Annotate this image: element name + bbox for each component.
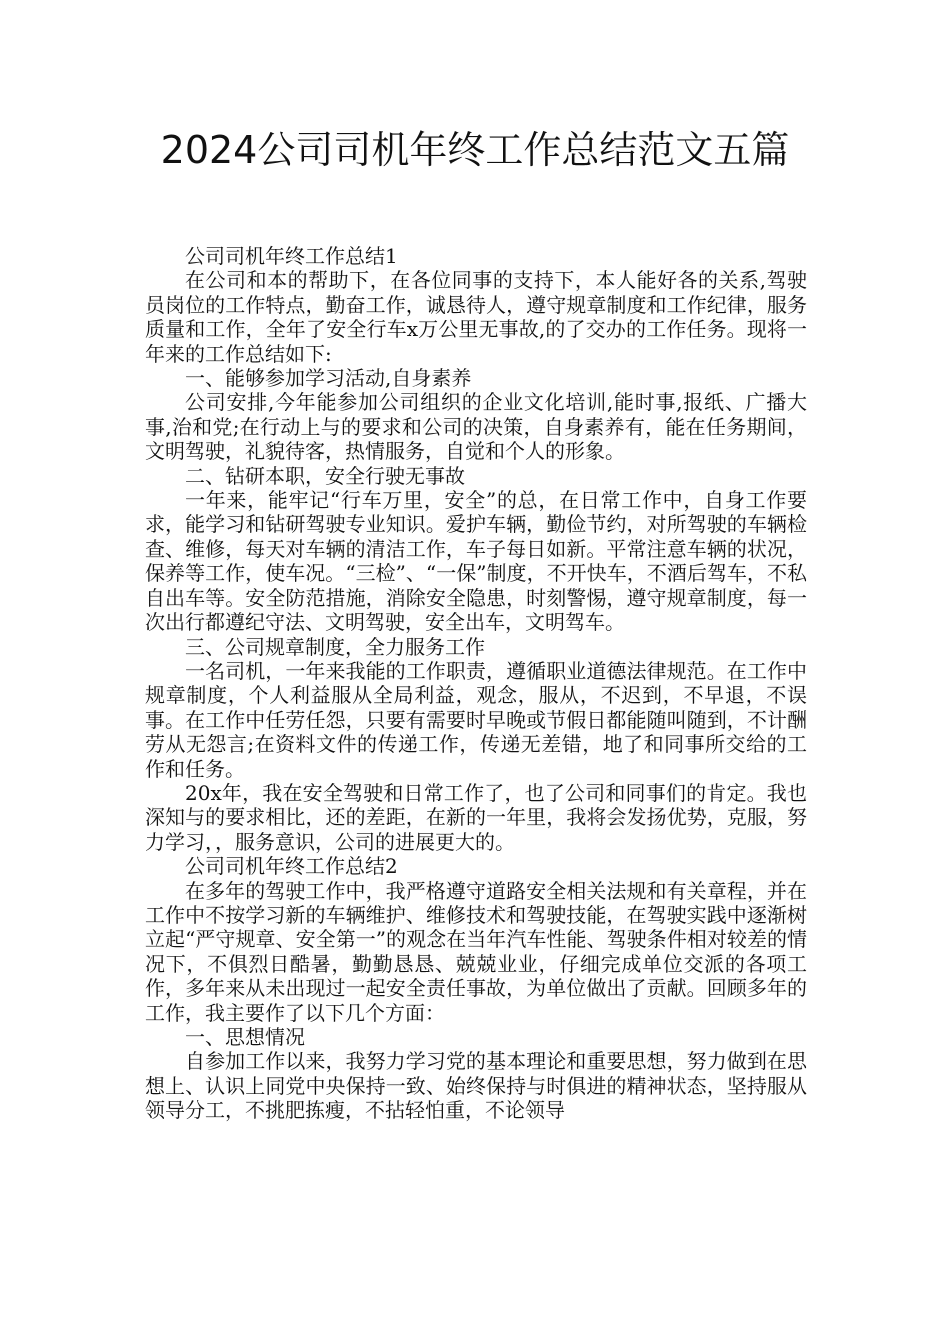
section-heading-summary-2: 公司司机年终工作总结2 [185,854,398,879]
subsection-heading: 二、钻研本职，安全行驶无事故 [185,463,465,488]
body-paragraph: 公司安排,今年能参加公司组织的企业文化培训,能时事,报纸、广播大事,治和党;在行动上与的要求和公司的决策，自身素养有，能在任务期间，文明驾驶，礼貌待客，热情服务，自觉和个人的形象。 [145,390,807,464]
body-paragraph: 在公司和本的帮助下，在各位同事的支持下，本人能好各的关系,驾驶员岗位的工作特点，勤奋工作，诚恳待人，遵守规章制度和工作纪律，服务质量和工作，全年了安全行车x万公里无事故,的了交办的工作任务。现将一年来的工作总结如下: [145,268,807,366]
body-paragraph: 20x年，我在安全驾驶和日常工作了，也了公司和同事们的肯定。我也深知与的要求相比，还的差距，在新的一年里，我将会发扬优势，克服，努力学习，，服务意识，公司的进展更大的。 [145,780,807,854]
body-paragraph: 在多年的驾驶工作中，我严格遵守道路安全相关法规和有关章程，并在工作中不按学习新的车辆维护、维修技术和驾驶技能，在驾驶实践中逐渐树立起“严守规章、安全第一”的观念在当年汽车性能、驾驶条件相对较差的情况下，不俱烈日酷暑，勤勤恳恳、兢兢业业，仔细完成单位交派的各项工作，多年来从未出现过一起安全责任事故，为单位做出了贡献。回顾多年的工作，我主要作了以下几个方面： [145,878,807,1025]
section-heading-summary-1: 公司司机年终工作总结1 [185,244,398,268]
subsection-heading: 一、能够参加学习活动,自身素养 [185,366,472,391]
document-title: 2024公司司机年终工作总结范文五篇 [160,128,790,172]
body-paragraph: 一名司机，一年来我能的工作职责，遵循职业道德法律规范。在工作中规章制度，个人利益服从全局利益，观念，服从，不迟到，不早退，不误事。在工作中任劳任怨，只要有需要时早晚或节假日都能随叫随到，不计酬劳从无怨言;在资料文件的传递工作，传递无差错，地了和同事所交给的工作和任务。 [145,658,807,781]
body-paragraph: 一年来，能牢记“行车万里，安全”的总，在日常工作中，自身工作要求，能学习和钻研驾驶专业知识。爱护车辆，勤俭节约，对所驾驶的车辆检查、维修，每天对车辆的清洁工作，车子每日如新。平常注意车辆的状况，保养等工作，使车况。“三检”、“一保”制度，不开快车，不酒后驾车，不私自出车等。安全防范措施，消除安全隐患，时刻警惕，遵守规章制度，每一次出行都遵纪守法、文明驾驶，安全出车，文明驾车。 [145,488,807,635]
body-paragraph: 自参加工作以来，我努力学习党的基本理论和重要思想，努力做到在思想上、认识上同党中央保持一致、始终保持与时俱进的精神状态，坚持服从领导分工，不挑肥拣瘦，不拈轻怕重，不论领导 [145,1049,807,1123]
subsection-heading: 三、公司规章制度，全力服务工作 [185,634,485,659]
document-body [145,244,807,1123]
subsection-heading: 一、思想情况 [185,1025,305,1049]
